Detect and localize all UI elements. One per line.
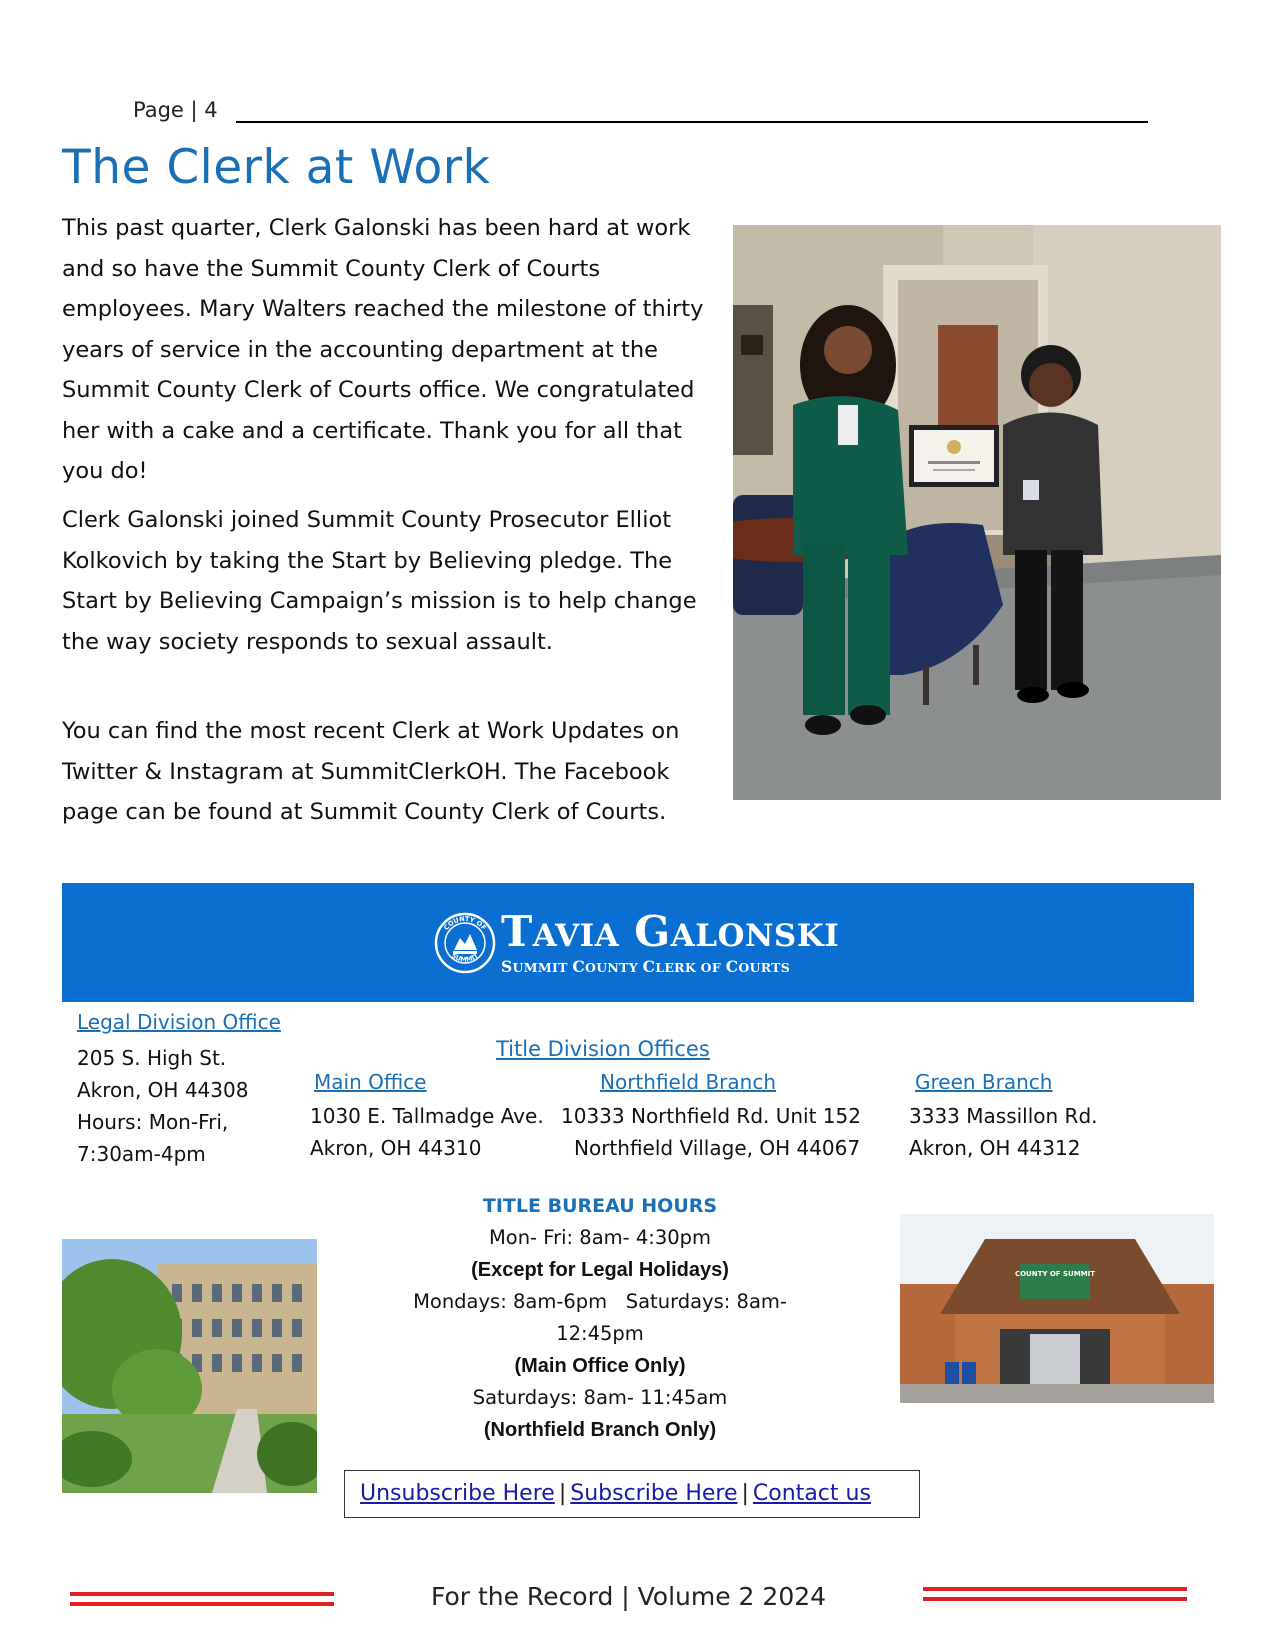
svg-text:SUMMIT: SUMMIT — [450, 951, 480, 964]
green-branch-link[interactable]: Green Branch — [915, 1070, 1053, 1094]
unsubscribe-link[interactable]: Unsubscribe Here — [360, 1481, 555, 1506]
article-paragraph: This past quarter, Clerk Galonski has been hard at work and so have the Summit County Clerk of Courts employees. Mary Walters reached the milestone of thirty years of service in the accounting department at the Summit County Clerk of Courts office. We congratulated her with a cake and a certificate. Thank you for all that you do! — [62, 215, 704, 484]
hours-note: (Main Office Only) — [514, 1355, 686, 1377]
main-office-line: Akron, OH 44310 — [310, 1136, 482, 1160]
hours-line: 12:45pm — [556, 1322, 644, 1345]
title-division-link[interactable]: Title Division Offices — [496, 1037, 710, 1061]
subscription-links-box — [344, 1470, 920, 1518]
green-office-line: 3333 Massillon Rd. — [909, 1104, 1098, 1128]
legal-office-line: Hours: Mon-Fri, — [77, 1110, 229, 1134]
footer-text: For the Record | Volume 2 2024 — [430, 1582, 827, 1611]
hours-note: (Except for Legal Holidays) — [471, 1259, 729, 1281]
link-separator: | — [558, 1481, 567, 1506]
svg-text:COUNTY OF: COUNTY OF — [442, 914, 488, 932]
page-number: Page | 4 — [133, 98, 218, 122]
legal-office-line: Akron, OH 44308 — [77, 1078, 249, 1102]
hours-line: Mon- Fri: 8am- 4:30pm — [488, 1226, 712, 1249]
hours-note: (Northfield Branch Only) — [483, 1419, 717, 1441]
article-title: The Clerk at Work — [62, 140, 491, 195]
hours-line: Mondays: 8am-6pm Saturdays: 8am- — [413, 1290, 787, 1313]
brand-subtitle: SUMMIT COUNTY CLERK OF COURTS — [501, 957, 791, 976]
certificate-presentation-photo — [733, 225, 1221, 800]
subscribe-link[interactable]: Subscribe Here — [570, 1481, 738, 1506]
title-bureau-hours — [380, 1190, 820, 1446]
courthouse-photo — [62, 1239, 317, 1493]
legal-office-line: 205 S. High St. — [77, 1046, 227, 1070]
legal-division-link[interactable]: Legal Division Office — [77, 1010, 281, 1034]
legal-office-line: 7:30am-4pm — [77, 1142, 206, 1166]
hours-title: TITLE BUREAU HOURS — [482, 1195, 718, 1217]
northfield-office-line: 10333 Northfield Rd. Unit 152 — [561, 1104, 861, 1128]
green-office-line: Akron, OH 44312 — [909, 1136, 1081, 1160]
brand-name: TAVIA GALONSKI — [501, 907, 840, 956]
contact-us-link[interactable]: Contact us — [752, 1481, 871, 1506]
green-branch-photo — [900, 1214, 1214, 1403]
article-paragraph: You can find the most recent Clerk at Work Updates on Twitter & Instagram at SummitClerkOH. The Facebook page can be found at Summit County Clerk of Courts. — [62, 718, 680, 825]
county-seal-logo — [434, 912, 496, 974]
northfield-branch-link[interactable]: Northfield Branch — [600, 1070, 776, 1094]
northfield-office-line: Northfield Village, OH 44067 — [574, 1136, 861, 1160]
main-office-line: 1030 E. Tallmadge Ave. — [310, 1104, 544, 1128]
link-separator: | — [741, 1481, 749, 1506]
svg-text:COUNTY OF SUMMIT: COUNTY OF SUMMIT — [1014, 1270, 1096, 1278]
hours-line: Saturdays: 8am- 11:45am — [472, 1386, 728, 1409]
header-rule — [236, 121, 1148, 123]
article-paragraph: Clerk Galonski joined Summit County Prosecutor Elliot Kolkovich by taking the Start by Believing pledge. The Start by Believing Campaign’s mission is to help change the way society responds to sexual assault. — [62, 507, 697, 655]
main-office-link[interactable]: Main Office — [314, 1070, 427, 1094]
